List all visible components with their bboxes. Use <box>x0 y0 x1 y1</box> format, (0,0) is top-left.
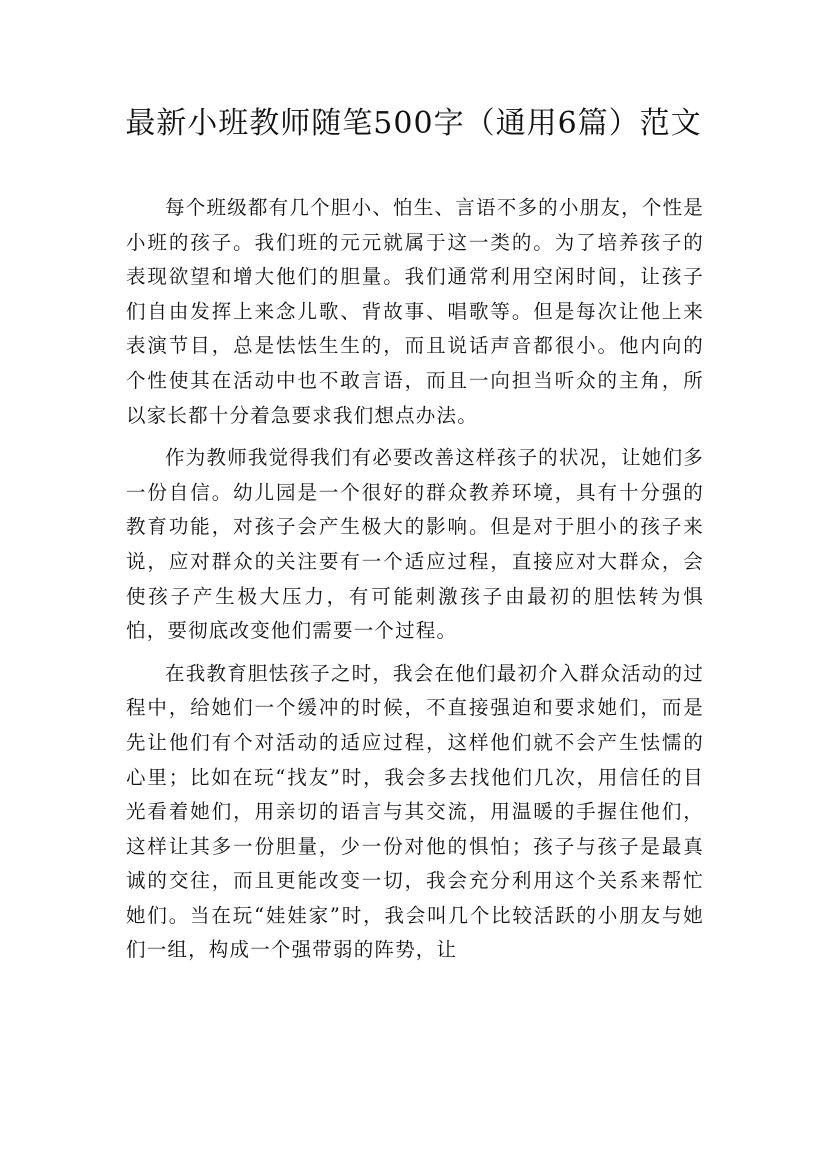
paragraph-1: 每个班级都有几个胆小、怕生、言语不多的小朋友，个性是小班的孩子。我们班的元元就属于这一类的。为了培养孩子的表现欲望和增大他们的胆量。我们通常利用空闲时间，让孩子们自由发挥上来念儿歌、背故事、唱歌等。但是每次让他上来表演节目，总是怯怯生生的，而且说话声音都很小。他内向的个性使其在活动中也不敢言语，而且一向担当听众的主角，所以家长都十分着急要求我们想点办法。 <box>126 196 704 427</box>
document-body <box>126 191 704 976</box>
paragraph-3: 在我教育胆怯孩子之时，我会在他们最初介入群众活动的过程中，给她们一个缓冲的时候，不直接强迫和要求她们，而是先让他们有个对活动的适应过程，这样他们就不会产生怯懦的心里；比如在玩“找友”时，我会多去找他们几次，用信任的目光看着她们，用亲切的语言与其交流，用温暖的手握住他们，这样让其多一份胆量，少一份对他的惧怕；孩子与孩子是最真诚的交往，而且更能改变一切，我会充分利用这个关系来帮忙她们。当在玩“娃娃家”时，我会叫几个比较活跃的小朋友与她们一组，构成一个强带弱的阵势，让 <box>126 661 704 962</box>
paragraph-2: 作为教师我觉得我们有必要改善这样孩子的状况，让她们多一份自信。幼儿园是一个很好的群众教养环境，具有十分强的教育功能，对孩子会产生极大的影响。但是对于胆小的孩子来说，应对群众的关注要有一个适应过程，直接应对大群众，会使孩子产生极大压力，有可能刺激孩子由最初的胆怯转为惧怕，要彻底改变他们需要一个过程。 <box>126 446 704 643</box>
document-title: 最新小班教师随笔500字（通用6篇）范文 <box>125 106 702 141</box>
